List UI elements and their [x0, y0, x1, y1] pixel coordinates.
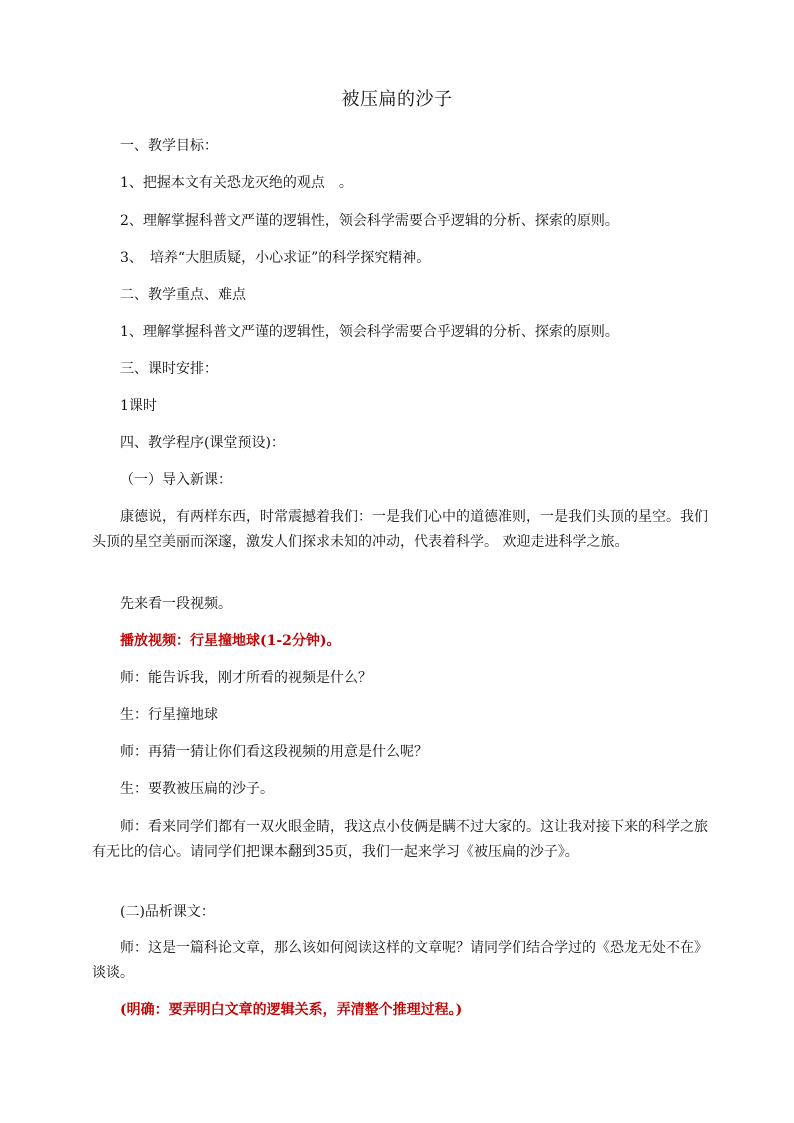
objective-item-2: 2、理解掌握科普文严谨的逻辑性，领会科学需要合乎逻辑的分析、探索的原则。 [120, 213, 619, 229]
key-point-item-1: 1、理解掌握科普文严谨的逻辑性，领会科学需要合乎逻辑的分析、探索的原则。 [120, 324, 619, 340]
subsection-heading-analysis: (二)品析课文： [120, 904, 215, 920]
teacher-question-1: 师：能告诉我，刚才所看的视频是什么？ [120, 670, 372, 686]
section-heading-objectives: 一、教学目标： [120, 138, 218, 154]
objective-item-3: 3、 培养“大胆质疑，小心求证”的科学探究精神。 [120, 250, 431, 266]
document-title: 被压扁的沙子 [341, 89, 453, 110]
student-answer-2: 生：要教被压扁的沙子。 [120, 781, 274, 797]
section-heading-key-points: 二、教学重点、难点 [120, 287, 246, 303]
teacher-question-2: 师：再猜一猜让你们看这段视频的用意是什么呢？ [120, 744, 428, 760]
subsection-heading-intro: （一）导入新课： [120, 472, 232, 488]
video-prompt: 先来看一段视频。 [120, 596, 232, 612]
schedule-value: 1课时 [120, 398, 157, 414]
play-video-instruction: 播放视频：行星撞地球(1-2分钟)。 [120, 633, 341, 649]
intro-paragraph: 康德说，有两样东西，时常震撼着我们：一是我们心中的道德准则，一是我们头顶的星空。我们头顶的星空美丽而深邃，激发人们探求未知的冲动，代表着科学。 欢迎走进科学之旅。 [92, 509, 708, 550]
section-heading-procedure: 四、教学程序(课堂预设)： [120, 435, 285, 451]
clarification-note: (明确：要弄明白文章的逻辑关系，弄清整个推理过程。) [120, 1002, 463, 1018]
teacher-reading-question: 师：这是一篇科论文章，那么该如何阅读这样的文章呢？请同学们结合学过的《恐龙无处不在》谈谈。 [92, 940, 708, 981]
objective-item-1: 1、把握本文有关恐龙灭绝的观点 。 [120, 175, 353, 191]
student-answer-1: 生：行星撞地球 [120, 707, 218, 723]
teacher-transition-paragraph: 师：看来同学们都有一双火眼金睛，我这点小伎俩是瞒不过大家的。这让我对接下来的科学之旅有无比的信心。请同学们把课本翻到35页，我们一起来学习《被压扁的沙子》。 [92, 819, 708, 860]
section-heading-schedule: 三、课时安排： [120, 361, 218, 377]
